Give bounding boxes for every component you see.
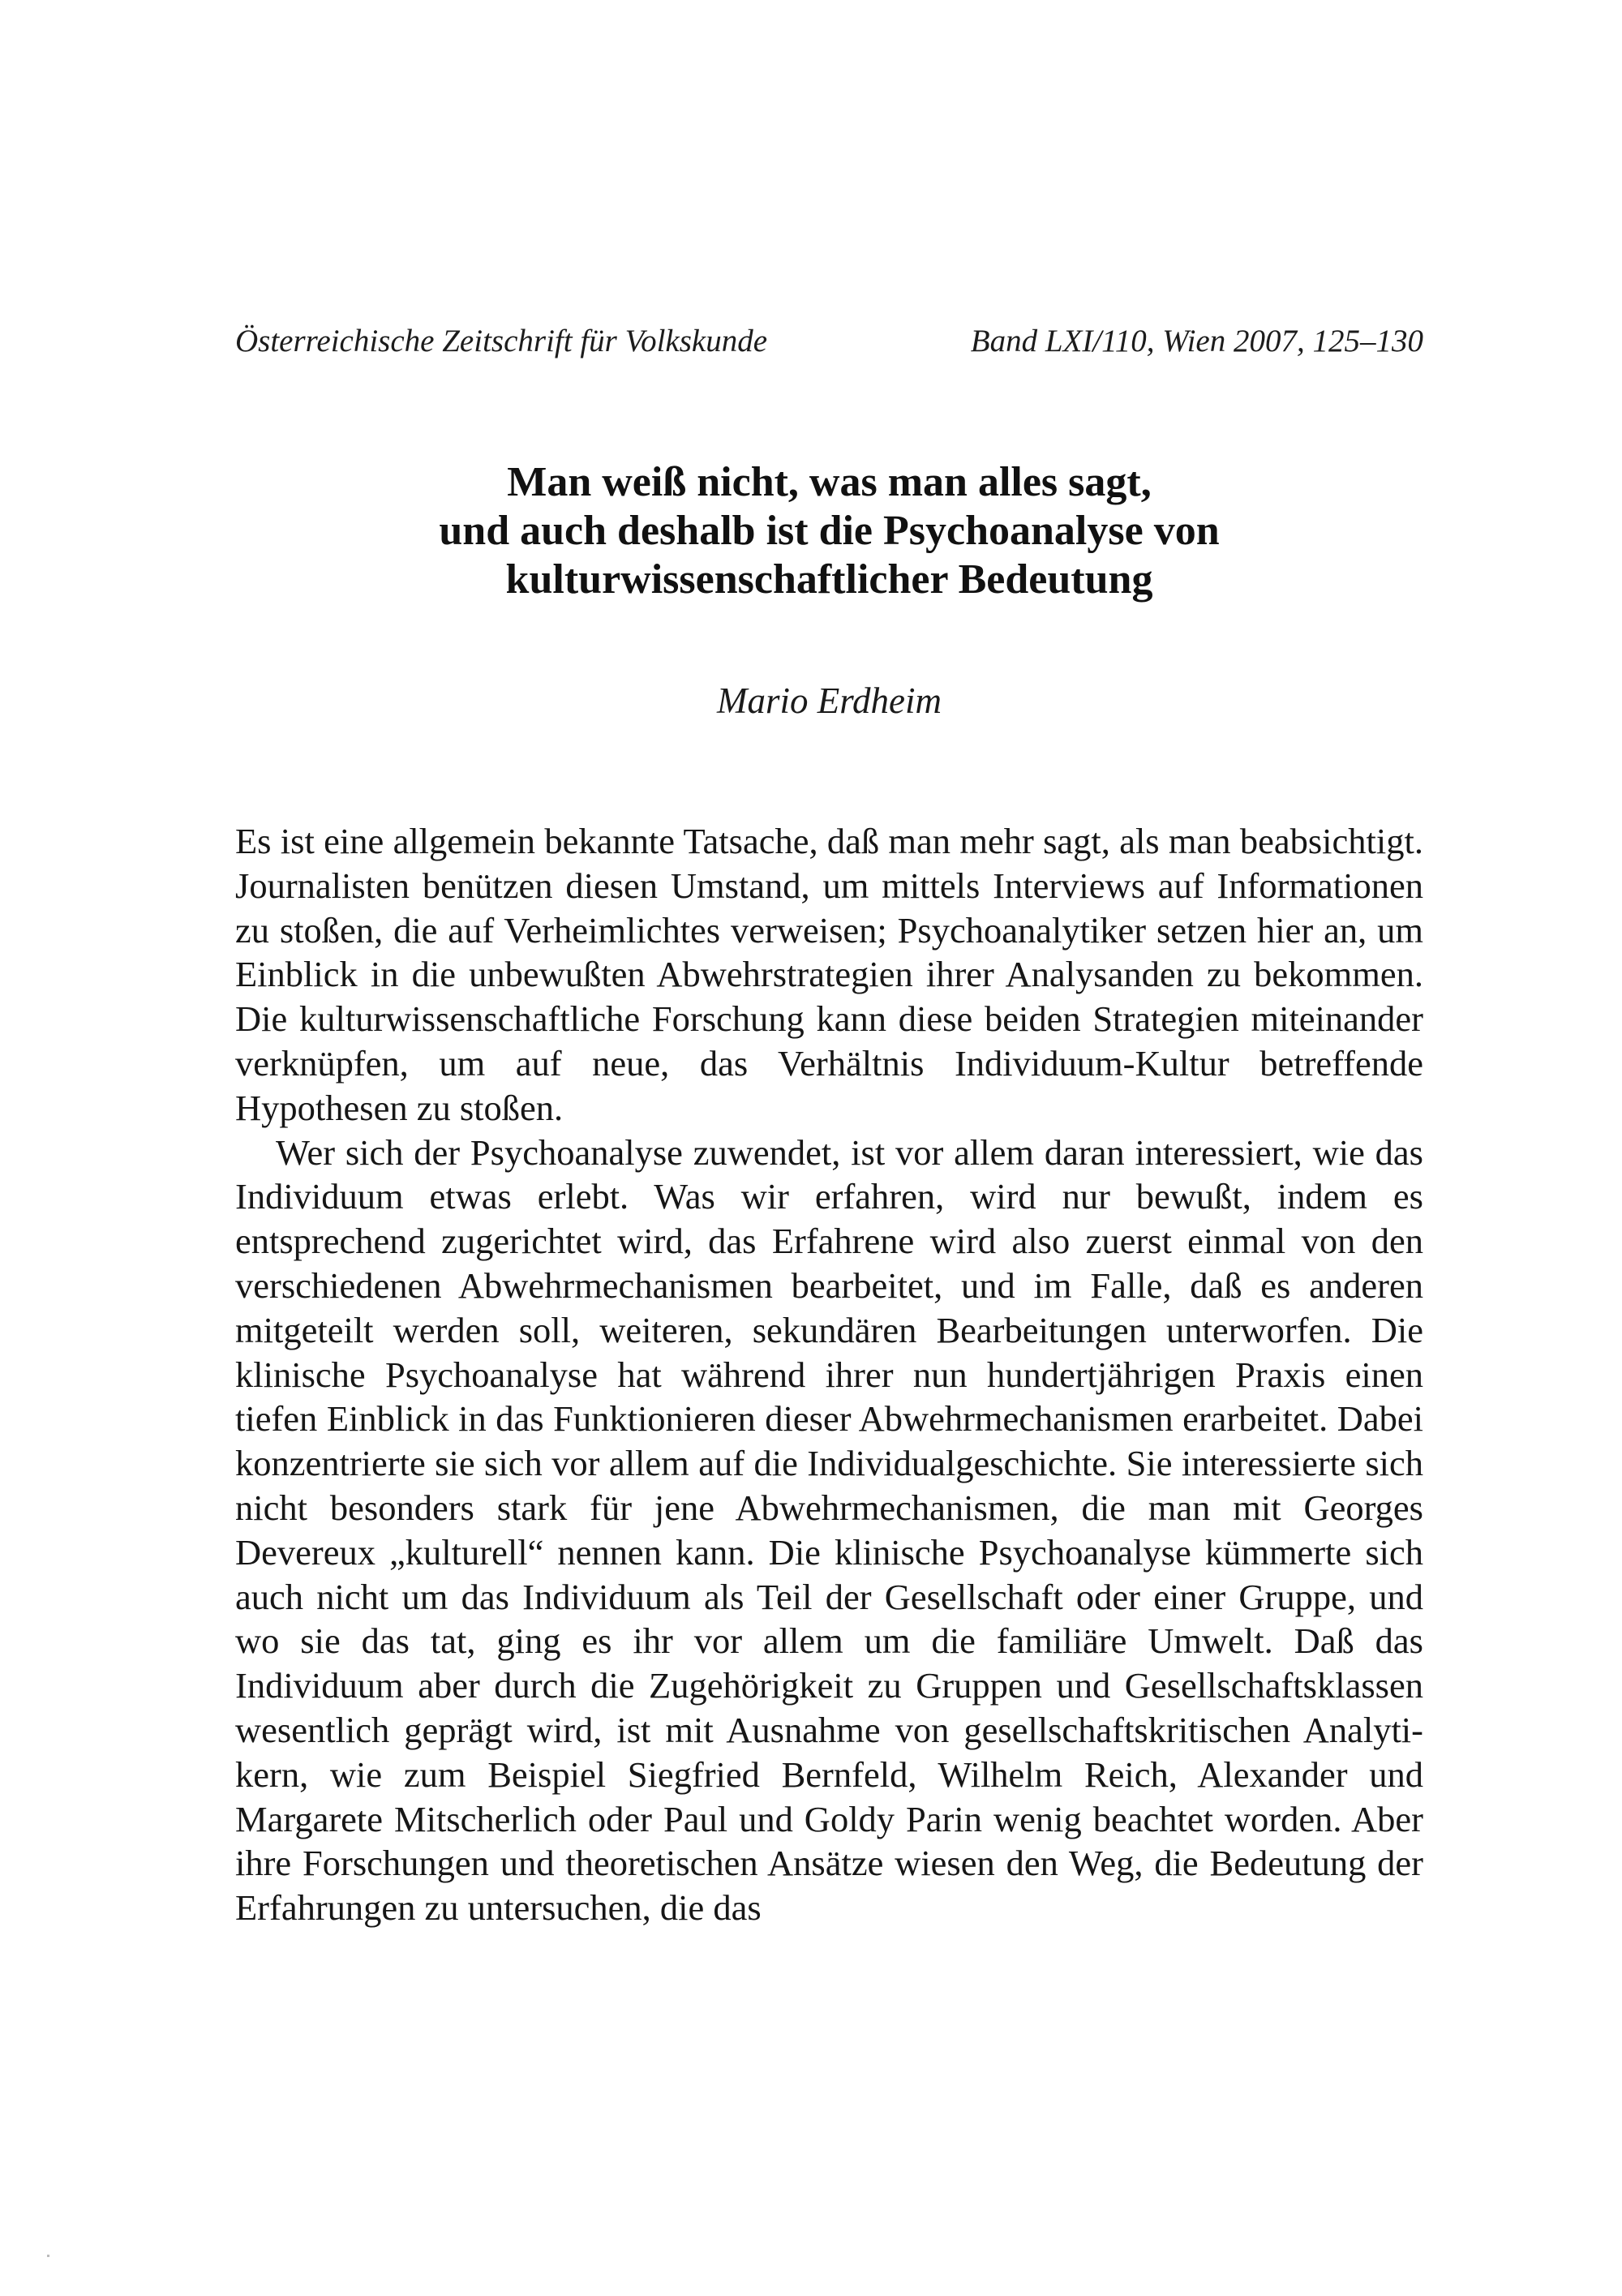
issue-info: Band LXI/110, Wien 2007, 125–130 <box>970 324 1423 358</box>
title-line: und auch deshalb ist die Psychoanalyse von <box>439 508 1220 554</box>
running-head <box>235 323 1423 360</box>
body-paragraph: Es ist eine allgemein bekannte Tatsache, daß man mehr sagt, als man beabsichtigt. Journalisten benützen diesen Umstand, um mittels Interviews auf Informationen zu stoßen, die auf Verheimlichtes verweisen; Psychoanalytiker setzen hier an, um Einblick in die unbewußten Abwehrstrategien ihrer Analysanden zu bekommen. Die kulturwissenschaftliche Forschung kann diese beiden Strategien miteinander verknüpfen, um auf neue, das Verhältnis Individuum-Kultur betreffende Hypothesen zu stoßen. <box>235 821 1423 1128</box>
title-line: kulturwissenschaftlicher Bedeutung <box>505 556 1153 603</box>
body-paragraph: Wer sich der Psychoanalyse zuwendet, ist vor allem daran interessiert, wie das Individuum etwas erlebt. Was wir erfahren, wird nur bewußt, indem es entsprechend zugerichtet wird, das Erfahrene wird also zuerst einmal von den verschiedenen Abwehrmechanismen bearbeitet, und im Falle, daß es anderen mitgeteilt werden soll, weiteren, sekundären Bearbeitungen unterworfen. Die klinische Psychoanalyse hat während ihrer nun hundertjährigen Praxis einen tiefen Einblick in das Funktionieren dieser Abwehrmechanismen erarbeitet. Dabei konzentrierte sie sich vor allem auf die Individualgeschichte. Sie interessierte sich nicht besonders stark für jene Abwehrmechanismen, die man mit Georges Devereux „kulturell“ nennen kann. Die klinische Psychoanalyse kümmerte sich auch nicht um das Individuum als Teil der Gesellschaft oder einer Gruppe, und wo sie das tat, ging es ihr vor allem um die familiäre Umwelt. Daß das Individuum aber durch die Zugehörigkeit zu Gruppen und Gesellschaftsklassen wesentlich geprägt wird, ist mit Ausnahme von gesellschaftskritischen Analytikern, wie zum Beispiel Siegfried Bernfeld, Wilhelm Reich, Alexander und Margarete Mitscherlich oder Paul und Goldy Parin wenig beachtet worden. Aber ihre Forschungen und theoretischen Ansätze wiesen den Weg, die Bedeutung der Erfahrungen zu untersuchen, die das <box>235 1131 1423 1929</box>
article-body <box>235 819 1423 1930</box>
journal-name: Österreichische Zeitschrift für Volkskunde <box>235 324 768 358</box>
scan-speck <box>47 2255 49 2257</box>
article-title <box>235 458 1423 604</box>
author-name: Mario Erdheim <box>716 680 942 721</box>
title-line: Man weiß nicht, was man alles sagt, <box>507 459 1152 505</box>
